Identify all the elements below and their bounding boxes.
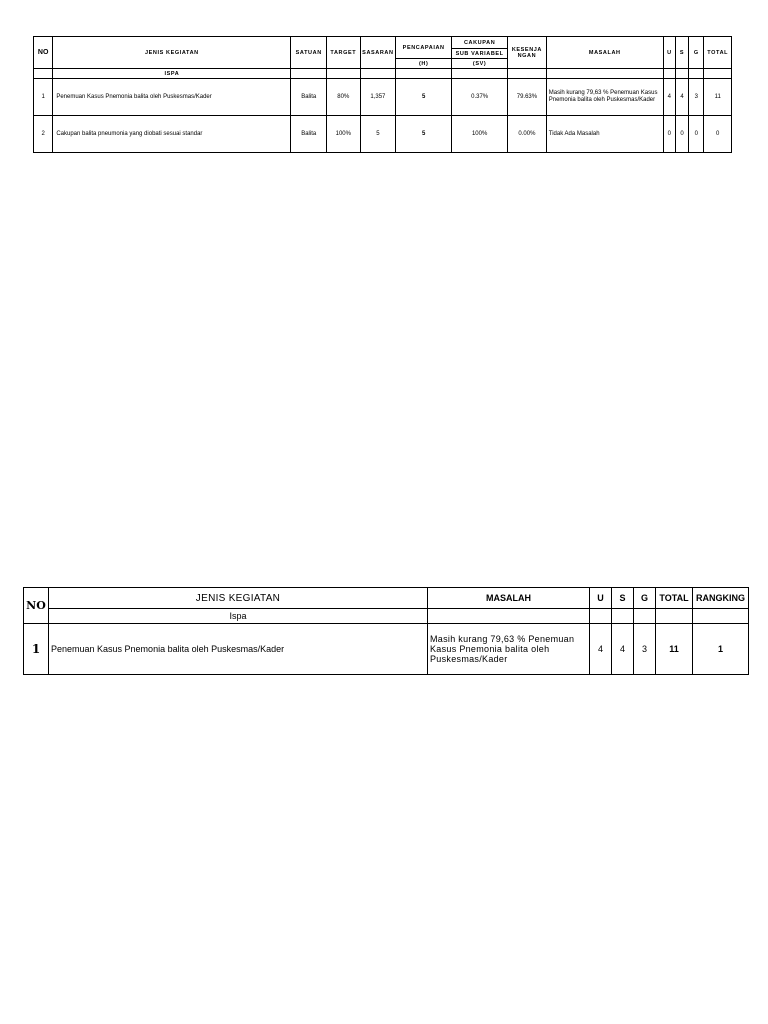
row-kesenjangan: 79.63% (508, 79, 547, 116)
header-g: G (634, 588, 656, 609)
table-row (24, 624, 749, 675)
row-total: 0 (704, 116, 732, 153)
row-g: 3 (689, 79, 704, 116)
header-masalah: MASALAH (546, 37, 663, 69)
row-target: 100% (327, 116, 361, 153)
header-pencapaian: PENCAPAIAN (396, 37, 452, 59)
row-target: 80% (327, 79, 361, 116)
table-row (34, 79, 732, 116)
row-u: 4 (590, 624, 612, 675)
section-ispa: ISPA (53, 69, 291, 79)
row-no: 2 (34, 116, 53, 153)
header-cakupan: CAKUPAN (452, 37, 508, 49)
row-masalah: Masih kurang 79,63 % Penemuan Kasus Pnemonia balita oleh Puskesmas/Kader (546, 79, 663, 116)
row-sub-variabel: 100% (452, 116, 508, 153)
row-sasaran: 5 (360, 116, 396, 153)
header-kesenjangan: KESENJA NGAN (508, 37, 547, 69)
header-u: U (590, 588, 612, 609)
header-total: TOTAL (704, 37, 732, 69)
row-g: 3 (634, 624, 656, 675)
row-kesenjangan: 0.00% (508, 116, 547, 153)
row-sasaran: 1,357 (360, 79, 396, 116)
row-total: 11 (656, 624, 693, 675)
row-kegiatan: Cakupan balita pneumonia yang diobati sesuai standar (53, 116, 291, 153)
header-no: NO (34, 37, 53, 69)
header-satuan: SATUAN (291, 37, 327, 69)
header-jenis-kegiatan: JENIS KEGIATAN (49, 588, 428, 609)
header-s: S (675, 37, 688, 69)
header-g: G (689, 37, 704, 69)
row-kegiatan: Penemuan Kasus Pnemonia balita oleh Puskesmas/Kader (49, 624, 428, 675)
header-sub-variabel-unit: (SV) (452, 59, 508, 69)
ranking-table (23, 587, 749, 675)
row-pencapaian: 5 (396, 79, 452, 116)
row-s: 4 (675, 79, 688, 116)
row-masalah: Masih kurang 79,63 % Penemuan Kasus Pnemonia balita oleh Puskesmas/Kader (428, 624, 590, 675)
header-target: TARGET (327, 37, 361, 69)
prioritization-table (33, 36, 732, 153)
row-no: 1 (24, 624, 49, 675)
header-masalah: MASALAH (428, 588, 590, 609)
table-row (34, 116, 732, 153)
header-rangking: RANGKING (693, 588, 749, 609)
row-rangking: 1 (693, 624, 749, 675)
header-sub-variabel: SUB VARIABEL (452, 49, 508, 59)
header-s: S (612, 588, 634, 609)
header-total: TOTAL (656, 588, 693, 609)
row-s: 4 (612, 624, 634, 675)
row-satuan: Balita (291, 79, 327, 116)
row-no: 1 (34, 79, 53, 116)
header-sasaran: SASARAN (360, 37, 396, 69)
row-u: 0 (663, 116, 675, 153)
row-sub-variabel: 0.37% (452, 79, 508, 116)
row-total: 11 (704, 79, 732, 116)
row-pencapaian: 5 (396, 116, 452, 153)
header-pencapaian-unit: (H) (396, 59, 452, 69)
header-u: U (663, 37, 675, 69)
row-kegiatan: Penemuan Kasus Pnemonia balita oleh Puskesmas/Kader (53, 79, 291, 116)
row-satuan: Balita (291, 116, 327, 153)
row-masalah: Tidak Ada Masalah (546, 116, 663, 153)
section-ispa: Ispa (49, 609, 428, 624)
header-jenis-kegiatan: JENIS KEGIATAN (53, 37, 291, 69)
row-u: 4 (663, 79, 675, 116)
row-g: 0 (689, 116, 704, 153)
header-no: NO (24, 588, 49, 624)
row-s: 0 (675, 116, 688, 153)
